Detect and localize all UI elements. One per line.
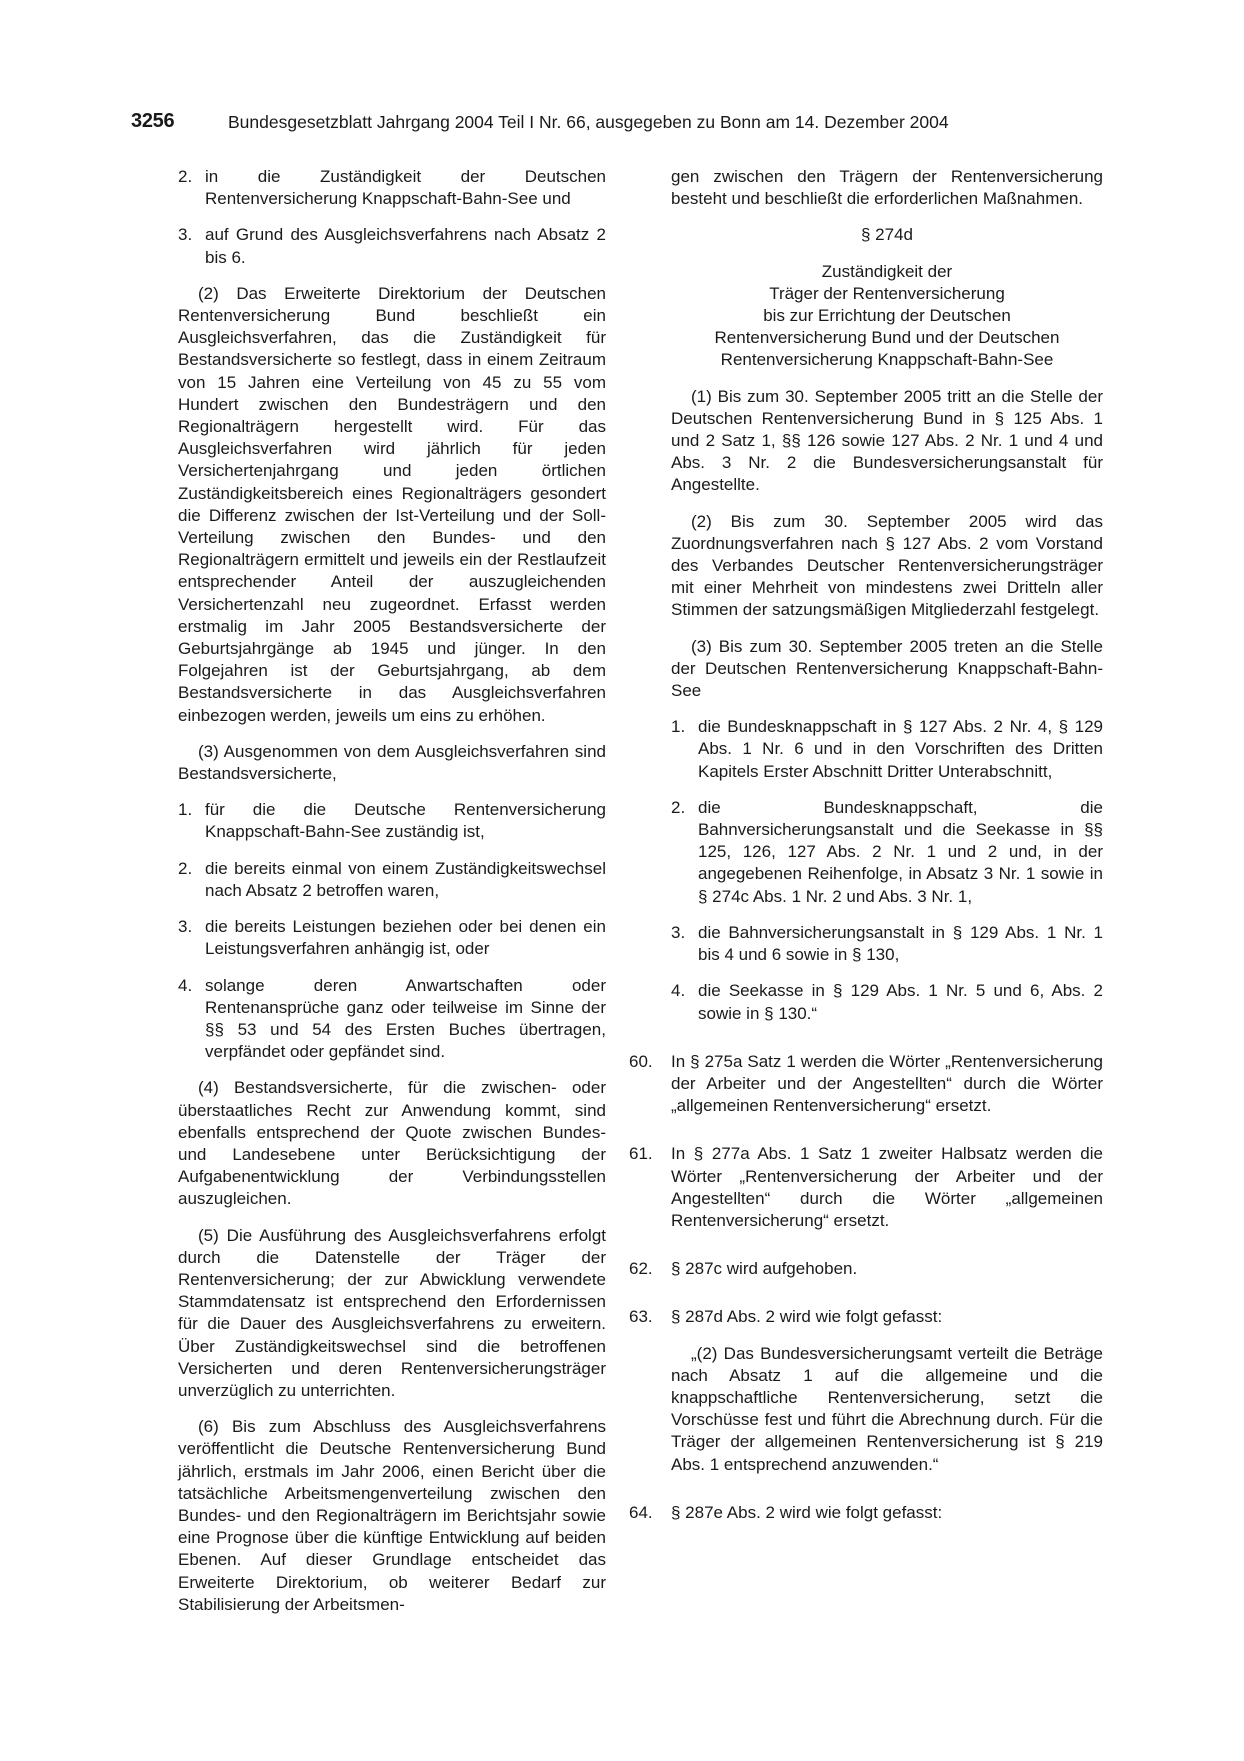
list-item <box>178 916 606 960</box>
list-number: 3. <box>178 225 193 245</box>
page-number: 3256 <box>131 110 175 132</box>
section-title-line: Träger der Rentenversicherung <box>769 283 1005 303</box>
paragraph-4: (4) Bestandsversicherte, für die zwischen- oder überstaatliches Recht zur Anwendung kommt, sind ebenfalls entsprechend der Quote zwischen Bundes- und Landesebene unter Berücksichtigung der Aufgabenentwicklung der Verbindungsstellen auszugleichen. <box>178 1078 606 1209</box>
amendment-text: In § 277a Abs. 1 Satz 1 zweiter Halbsatz werden die Wörter „Rentenversicherung der Arbeiter und der Angestellten“ durch die Wörter „allgemeinen Rentenversicherung“ ersetzt. <box>671 1144 1103 1230</box>
list-item <box>671 716 1103 783</box>
amendment-number: 63. <box>629 1307 653 1327</box>
list-item <box>671 797 1103 908</box>
list-number: 2. <box>178 167 193 186</box>
list-text: die Bahnversicherungsanstalt in § 129 Abs. 1 Nr. 1 bis 4 und 6 sowie in § 130, <box>698 922 1103 965</box>
list-text: die Bundesknappschaft, die Bahnversicherungsanstalt und die Seekasse in §§ 125, 126, 127 Abs. 2 Nr. 1 und 2 und, in der angegebenen Reihenfolge, in Absatz 3 Nr. 1 sowie in § 274c Abs. 1 Nr. 2 und Abs. 3 Nr. 1, <box>698 797 1103 906</box>
list-number: 1. <box>671 717 686 737</box>
left-column <box>178 166 606 1616</box>
list-text: die Bundesknappschaft in § 127 Abs. 2 Nr. 4, § 129 Abs. 1 Nr. 6 und in den Vorschriften des Dritten Kapitels Erster Abschnitt Dritter Unterabschnitt, <box>698 717 1103 781</box>
list-number: 2. <box>671 797 686 817</box>
running-head: Bundesgesetzblatt Jahrgang 2004 Teil I Nr. 66, ausgegeben zu Bonn am 14. Dezember 2004 <box>228 112 949 132</box>
amendment-text: § 287e Abs. 2 wird wie folgt gefasst: <box>671 1502 943 1522</box>
section-title-line: Zuständigkeit der <box>821 261 953 281</box>
list-text: in die Zuständigkeit der Deutschen Rentenversicherung Knappschaft-Bahn-See und <box>205 167 606 209</box>
amendment-text: In § 275a Satz 1 werden die Wörter „Rentenversicherung der Arbeiter und der Angestellten“ durch die Wörter „allgemeinen Rentenversicherung“ ersetzt. <box>671 1051 1103 1116</box>
amendment-text: § 287c wird aufgehoben. <box>671 1259 858 1279</box>
list-item <box>178 166 606 210</box>
amendment-item <box>629 1143 1103 1232</box>
paragraph-3: (3) Bis zum 30. September 2005 treten an die Stelle der Deutschen Rentenversicherung Knappschaft-Bahn-See <box>671 636 1103 701</box>
list-number: 3. <box>178 917 193 937</box>
paragraph-2: (2) Das Erweiterte Direktorium der Deutschen Rentenversicherung Bund beschließt ein Ausgleichsverfahren, das die Zuständigkeit für Bestandsversicherte so festlegt, dass in einem Zeitraum von 15 Jahren eine Verteilung von 45 zu 55 vom Hundert zwischen den Bundesträgern und den Regionalträgern hergestellt wird. Für das Ausgleichsverfahren wird jährlich für jeden Versichertenjahrgang und jeden örtlichen Zuständigkeitsbereich eines Regionalträgers gesondert die Differenz zwischen der Ist-Verteilung und der Soll-Verteilung zwischen den Bundes- und den Regionalträgern ermittelt und jeweils ein der Restlaufzeit entsprechender Anteil der auszugleichenden Versichertenzahl neu zugeordnet. Erfasst werden erstmalig im Jahr 2005 Bestandsversicherte der Geburtsjahrgänge ab 1945 und jünger. In den Folgejahren ist der Geburtsjahrgang, ab dem Bestandsversicherte in das Ausgleichsverfahren einbezogen werden, jeweils um eins zu erhöhen. <box>178 283 606 725</box>
list-number: 1. <box>178 800 193 820</box>
list-text: die Seekasse in § 129 Abs. 1 Nr. 5 und 6, Abs. 2 sowie in § 130.“ <box>698 981 1103 1023</box>
list-number: 2. <box>178 858 193 878</box>
list-number: 4. <box>178 975 193 995</box>
list-item <box>178 799 606 843</box>
list-text: solange deren Anwartschaften oder Rentenansprüche ganz oder teilweise im Sinne der §§ 53 und 54 des Ersten Buches übertragen, verpfändet oder gepfändet sind. <box>205 975 606 1062</box>
paragraph-5: (5) Die Ausführung des Ausgleichsverfahrens erfolgt durch die Datenstelle der Träger der Rentenversicherung; der zur Abwicklung verwendete Stammdatensatz ist entsprechend den Erfordernissen für die Dauer des Ausgleichsverfahrens zu erweitern. Über Zuständigkeitswechsel sind die betroffenen Versicherten und deren Rentenversicherungsträger unverzüglich zu unterrichten. <box>178 1225 606 1400</box>
paragraph-1: (1) Bis zum 30. September 2005 tritt an die Stelle der Deutschen Rentenversicherung Bund in § 125 Abs. 1 und 2 Satz 1, §§ 126 sowie 127 Abs. 2 Nr. 1 und 4 und Abs. 3 Nr. 2 die Bundesversicherungsanstalt für Angestellte. <box>671 386 1103 495</box>
amendment-text: § 287d Abs. 2 wird wie folgt gefasst: <box>671 1307 943 1327</box>
amendment-number: 64. <box>629 1502 653 1522</box>
section-title-line: Rentenversicherung Bund und der Deutschen <box>714 328 1060 348</box>
amendment-item <box>629 1306 1103 1328</box>
paragraph-2: (2) Bis zum 30. September 2005 wird das Zuordnungsverfahren nach § 127 Abs. 2 vom Vorstand des Verbandes Deutscher Rentenversicherungsträger mit einer Mehrheit von mindestens zwei Dritteln aller Stimmen der satzungsmäßigen Mitgliederzahl festgelegt. <box>671 511 1103 620</box>
paragraph-3: (3) Ausgenommen von dem Ausgleichsverfahren sind Bestandsversicherte, <box>178 741 606 784</box>
continuation-text: gen zwischen den Trägern der Rentenversicherung besteht und beschließt die erforderlichen Maßnahmen. <box>671 167 1103 209</box>
list-item <box>671 980 1103 1024</box>
list-item <box>671 922 1103 966</box>
right-column <box>629 166 1103 1524</box>
amendment-item <box>629 1051 1103 1118</box>
list-item <box>178 224 606 268</box>
page-header <box>131 110 1111 134</box>
amendment-number: 61. <box>629 1144 653 1164</box>
list-text: für die die Deutsche Rentenversicherung Knappschaft-Bahn-See zuständig ist, <box>205 800 606 842</box>
section-title-line: Rentenversicherung Knappschaft-Bahn-See <box>720 350 1054 370</box>
list-item <box>178 858 606 902</box>
amendment-number: 62. <box>629 1259 653 1279</box>
amendment-number: 60. <box>629 1051 653 1071</box>
list-text: die bereits Leistungen beziehen oder bei denen ein Leistungsverfahren anhängig ist, oder <box>205 917 606 959</box>
list-text: auf Grund des Ausgleichsverfahrens nach Absatz 2 bis 6. <box>205 225 606 267</box>
section-title <box>671 261 1103 372</box>
amendment-item <box>629 1502 1103 1524</box>
paragraph-6: (6) Bis zum Abschluss des Ausgleichsverfahrens veröffentlicht die Deutsche Rentenversicherung Bund jährlich, erstmals im Jahr 2006, einen Bericht über die tatsächliche Arbeitsmengenverteilung zwischen den Bundes- und den Regionalträgern im Berichtsjahr sowie eine Prognose über die künftige Entwicklung auf beiden Ebenen. Auf dieser Grundlage entscheidet das Erweiterte Direktorium, ob weiterer Bedarf zur Stabilisierung der Arbeitsmen- <box>178 1417 606 1614</box>
section-title-line: bis zur Errichtung der Deutschen <box>763 306 1011 326</box>
list-number: 3. <box>671 922 686 942</box>
list-item <box>178 975 606 1064</box>
quoted-paragraph: „(2) Das Bundesversicherungsamt verteilt die Beträge nach Absatz 1 auf die allgemeine und die knappschaftliche Rentenversicherung, setzt die Vorschüsse fest und führt die Abrechnung durch. Für die Träger der allgemeinen Rentenversicherung ist § 219 Abs. 1 entsprechend anzuwenden.“ <box>671 1343 1103 1474</box>
list-text: die bereits einmal von einem Zuständigkeitswechsel nach Absatz 2 betroffen waren, <box>205 858 606 900</box>
list-number: 4. <box>671 981 686 1001</box>
section-number: § 274d <box>861 225 913 245</box>
amendment-item <box>629 1258 1103 1280</box>
